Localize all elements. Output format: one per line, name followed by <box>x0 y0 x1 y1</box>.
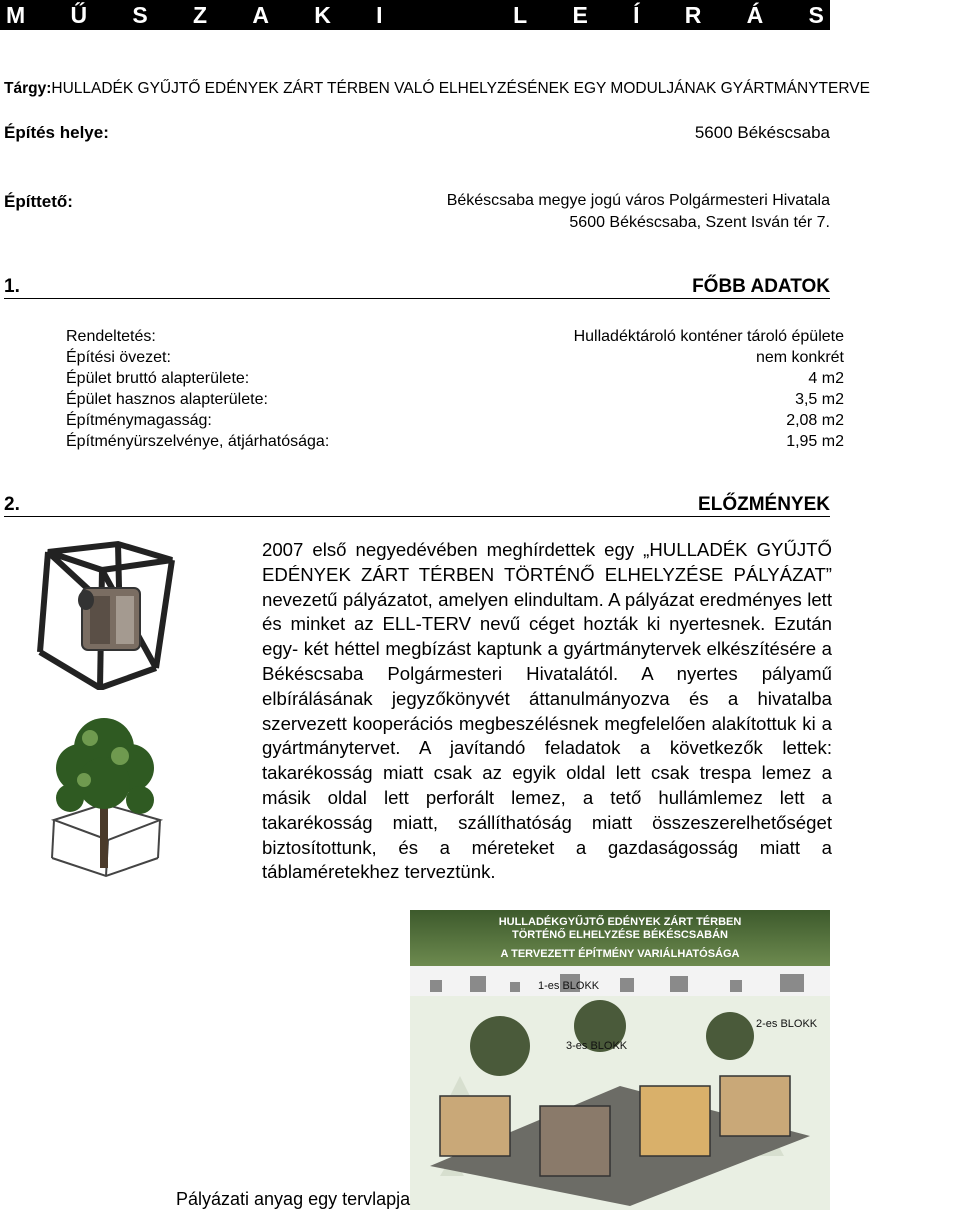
section1-title: FŐBB ADATOK <box>692 276 830 297</box>
data-value: Hulladéktároló konténer tároló épülete <box>573 328 844 345</box>
title-letter: E <box>572 1 588 28</box>
location-label: Építés helye: <box>4 123 109 142</box>
title-letter: Z <box>192 1 208 28</box>
data-value: 1,95 m2 <box>786 433 844 450</box>
tree-structure-illustration <box>40 708 170 878</box>
data-value: nem konkrét <box>755 349 844 366</box>
poster-title-line3: A TERVEZETT ÉPÍTMÉNY VARIÁLHATÓSÁGA <box>500 948 740 960</box>
data-label: Épület bruttó alapterülete: <box>66 370 250 387</box>
title-letter: R <box>684 1 702 28</box>
poster-illustration <box>410 966 830 1210</box>
title-letter: Ű <box>70 1 88 28</box>
title-letter <box>428 2 468 29</box>
poster-title-line2: TÖRTÉNŐ ELHELYZÉSE BÉKÉSCSABÁN <box>512 929 728 941</box>
builder-label: Építtető: <box>4 192 73 211</box>
title-letter: S <box>132 1 148 28</box>
data-label: Rendeltetés: <box>66 328 156 345</box>
poster-block3-label: 3-es BLOKK <box>566 1040 628 1052</box>
title-letter: Í <box>633 1 640 28</box>
competition-poster <box>410 910 830 1210</box>
title-letter: S <box>808 1 824 28</box>
data-row <box>66 389 844 410</box>
subject-value: HULLADÉK GYŰJTŐ EDÉNYEK ZÁRT TÉRBEN VALÓ ELHELYZÉSÉNEK EGY MODULJÁNAK GYÁRTMÁNYTERVE <box>51 80 870 97</box>
title-letter: K <box>314 1 331 28</box>
poster-block1-label: 1-es BLOKK <box>538 980 600 992</box>
data-value: 3,5 m2 <box>795 391 844 408</box>
data-value: 4 m2 <box>808 370 844 387</box>
section2-number: 2. <box>4 494 20 515</box>
title-letter: I <box>376 1 383 28</box>
title-letter: M <box>6 1 26 28</box>
frame-structure-illustration <box>30 540 180 690</box>
poster-block2-label: 2-es BLOKK <box>756 1018 818 1030</box>
data-label: Épület hasznos alapterülete: <box>66 391 268 408</box>
section1-number: 1. <box>4 276 20 297</box>
data-value: 2,08 m2 <box>786 412 844 429</box>
section2-title: ELŐZMÉNYEK <box>698 494 830 515</box>
data-label: Építési övezet: <box>66 349 171 366</box>
data-row <box>66 410 844 431</box>
subject-label: Tárgy: <box>4 80 52 97</box>
history-paragraph: 2007 első negyedévében meghírdettek egy „HULLADÉK GYŰJTŐ EDÉNYEK ZÁRT TÉRBEN TÖRTÉNŐ ELHELYZÉSE PÁLYÁZAT” nevezetű pályázatot, amelyen elindultam. A pályázat eredményes lett és minket az ELL-TERV nevű céget hozták ki nyertesnek. Ezután egy- két héttel megbízást kaptunk a gyártmánytervek elkészítésére a Békéscsaba Polgármesteri Hivatalától. A nyertes pályamű elbírálásának jegyzőkönyvét áttanulmányozva és a hivatalba szervezett kooperációs megbeszélésnek megfelelően alakítottuk ki a gyártmánytervet. A javítandó feladatok a következők lettek: takarékosság miatt csak az egyik oldal lett csak trespa lemez a másik oldal lett perforált lemez, a tető hullámlemez lett a takarékosság miatt, szállíthatóság miatt összeszerelhetőséget biztosítottunk, és a méreteket a gazdaságosság miatt a táblaméretekhez terveztünk. <box>262 539 832 883</box>
data-row <box>66 347 844 368</box>
location-value: 5600 Békéscsaba <box>694 123 830 142</box>
data-label: Építménymagasság: <box>66 412 212 429</box>
poster-title-line1: HULLADÉKGYŰJTŐ EDÉNYEK ZÁRT TÉRBEN <box>498 916 742 928</box>
section2-divider <box>4 516 830 517</box>
title-bar <box>0 0 830 30</box>
data-row <box>66 368 844 389</box>
title-letter: Á <box>746 1 764 28</box>
title-letter: A <box>252 1 269 28</box>
subject-line <box>4 80 870 98</box>
data-label: Építményürszelvénye, átjárhatósága: <box>66 433 330 450</box>
poster-caption: Pályázati anyag egy tervlapja <box>176 1189 411 1209</box>
data-row <box>66 326 844 347</box>
builder-line2: 5600 Békéscsaba, Szent Isván tér 7. <box>569 214 830 231</box>
title-letter: L <box>513 1 528 28</box>
data-row <box>66 431 844 452</box>
section1-divider <box>4 298 830 299</box>
builder-line1: Békéscsaba megye jogú város Polgármesteri Hivatala <box>446 192 830 209</box>
